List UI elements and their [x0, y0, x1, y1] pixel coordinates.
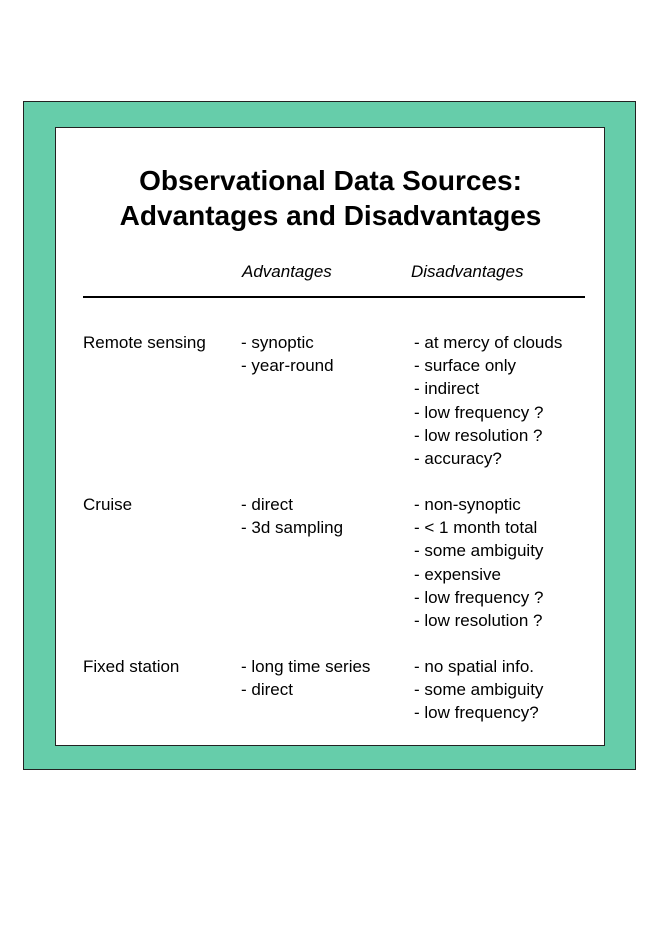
- list-item: - low resolution ?: [414, 611, 543, 631]
- row-label: Fixed station: [83, 657, 180, 676]
- list-item: - long time series: [241, 657, 371, 676]
- list-item: - year-round: [241, 356, 334, 376]
- column-header-advantages: Advantages: [242, 262, 332, 281]
- disadvantages-list: [414, 331, 562, 470]
- list-item: - indirect: [414, 379, 480, 399]
- list-item: - expensive: [414, 564, 501, 584]
- list-item: - low frequency?: [414, 703, 539, 723]
- list-item: - non-synoptic: [414, 495, 521, 514]
- disadvantages-list: [414, 655, 543, 725]
- list-item: - some ambiguity: [414, 541, 544, 561]
- list-item: - some ambiguity: [414, 680, 544, 700]
- list-item: - < 1 month total: [414, 518, 538, 538]
- title-line-2: Advantages and Disadvantages: [119, 200, 542, 231]
- advantages-list: [241, 493, 343, 539]
- list-item: - direct: [241, 680, 293, 700]
- disadvantages-list: [414, 493, 543, 632]
- title-line-1: Observational Data Sources:: [139, 165, 522, 196]
- list-item: - surface only: [414, 356, 517, 376]
- header-divider: [83, 296, 585, 298]
- list-item: - no spatial info.: [414, 657, 535, 676]
- advantages-list: [241, 331, 334, 377]
- row-label: Cruise: [83, 495, 133, 514]
- list-item: - low frequency ?: [414, 402, 544, 422]
- list-item: - low frequency ?: [414, 587, 544, 607]
- list-item: - synoptic: [241, 333, 314, 352]
- list-item: - low resolution ?: [414, 425, 543, 445]
- advantages-list: [241, 655, 370, 701]
- list-item: - direct: [241, 495, 293, 514]
- slide-title: [0, 163, 661, 233]
- column-header-disadvantages: Disadvantages: [411, 262, 524, 281]
- list-item: - accuracy?: [414, 449, 502, 469]
- list-item: - at mercy of clouds: [414, 333, 563, 352]
- list-item: - 3d sampling: [241, 518, 344, 538]
- row-label: Remote sensing: [83, 333, 206, 352]
